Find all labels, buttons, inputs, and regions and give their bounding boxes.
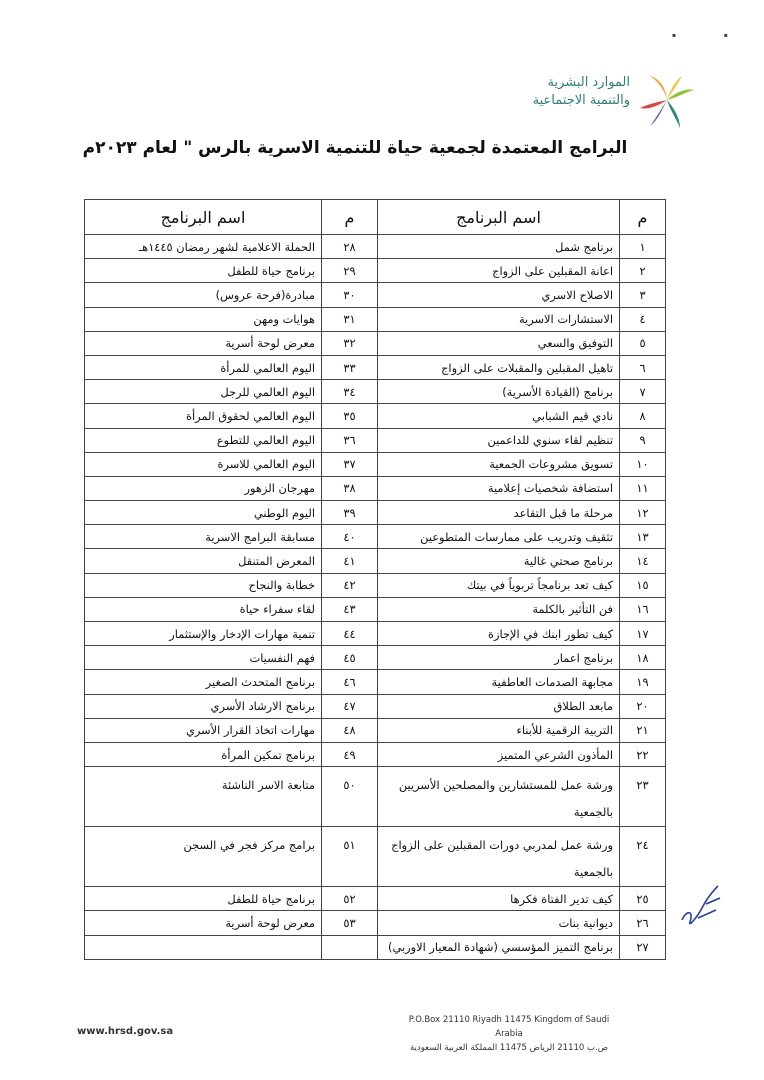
program-name: اليوم الوطني xyxy=(85,501,322,525)
row-number: ٥ xyxy=(620,331,666,355)
hrsd-logo-mark-icon xyxy=(636,70,698,132)
row-number: ١٢ xyxy=(620,501,666,525)
program-name: برنامج (القيادة الأسرية) xyxy=(378,380,620,404)
row-number: ٣٠ xyxy=(322,283,378,307)
row-number: ٣٤ xyxy=(322,380,378,404)
program-name: كيف تدير الفتاة فكرها xyxy=(378,887,620,911)
table-row xyxy=(85,646,666,670)
program-name: برنامج تمكين المرأة xyxy=(85,742,322,766)
program-name: برامج مركز فجر في السجن xyxy=(85,827,322,887)
row-number: ١٨ xyxy=(620,646,666,670)
program-name: الحملة الاعلامية لشهر رمضان ١٤٤٥هـ xyxy=(85,235,322,259)
program-name: ورشة عمل لمدربي دورات المقبلين على الزواج بالجمعية xyxy=(378,827,620,887)
program-name: خطابة والنجاح xyxy=(85,573,322,597)
table-row xyxy=(85,573,666,597)
table-row xyxy=(85,911,666,935)
row-number: ٤٨ xyxy=(322,718,378,742)
row-number: ١٣ xyxy=(620,525,666,549)
program-name: فهم النفسيات xyxy=(85,646,322,670)
row-number: ٥٢ xyxy=(322,887,378,911)
program-name xyxy=(85,935,322,959)
table-row xyxy=(85,331,666,355)
column-header-number: م xyxy=(620,200,666,235)
table-row xyxy=(85,404,666,428)
row-number: ٤٦ xyxy=(322,670,378,694)
footer-address xyxy=(398,1013,620,1055)
footer-website: www.hrsd.gov.sa xyxy=(77,1026,174,1037)
row-number: ١١ xyxy=(620,476,666,500)
row-number: ٣١ xyxy=(322,307,378,331)
program-name: برنامج شمل xyxy=(378,235,620,259)
table-row xyxy=(85,887,666,911)
page-title: البرامج المعتمدة لجمعية حياة للتنمية الاسرية بالرس " لعام ٢٠٢٣م xyxy=(82,138,628,158)
scan-marks: ▪ ▪ xyxy=(672,32,728,39)
column-header-number: م xyxy=(322,200,378,235)
logo-line-1: الموارد البشرية xyxy=(547,75,630,90)
row-number: ٢٦ xyxy=(620,911,666,935)
table-row xyxy=(85,827,666,887)
row-number: ٧ xyxy=(620,380,666,404)
program-name: هوايات ومهن xyxy=(85,307,322,331)
column-header-program-name: اسم البرنامج xyxy=(378,200,620,235)
row-number: ٢٣ xyxy=(620,767,666,827)
row-number xyxy=(322,935,378,959)
row-number: ٢٨ xyxy=(322,235,378,259)
program-name: مهارات اتخاذ القرار الأسري xyxy=(85,718,322,742)
row-number: ١ xyxy=(620,235,666,259)
row-number: ١٥ xyxy=(620,573,666,597)
program-name: برنامج صحتي غالية xyxy=(378,549,620,573)
table-row xyxy=(85,670,666,694)
hrsd-logo xyxy=(528,70,698,130)
table-row xyxy=(85,767,666,827)
table-row xyxy=(85,380,666,404)
row-number: ٤٥ xyxy=(322,646,378,670)
table-row xyxy=(85,718,666,742)
table-row xyxy=(85,597,666,621)
program-name: تسويق مشروعات الجمعية xyxy=(378,452,620,476)
program-name: متابعة الاسر الناشئة xyxy=(85,767,322,827)
program-name: معرض لوحة أسرية xyxy=(85,911,322,935)
table-row xyxy=(85,935,666,959)
row-number: ٣ xyxy=(620,283,666,307)
table-row xyxy=(85,622,666,646)
row-number: ٤٤ xyxy=(322,622,378,646)
program-name: مرحلة ما قبل التقاعد xyxy=(378,501,620,525)
program-name: برنامج حياة للطفل xyxy=(85,887,322,911)
row-number: ٤٩ xyxy=(322,742,378,766)
program-name: برنامج التميز المؤسسي (شهادة المعيار الاوربي) xyxy=(378,935,620,959)
program-name: استضافة شخصيات إعلامية xyxy=(378,476,620,500)
row-number: ٢ xyxy=(620,259,666,283)
programs-table xyxy=(84,199,666,960)
program-name: اليوم العالمي للرجل xyxy=(85,380,322,404)
row-number: ٣٨ xyxy=(322,476,378,500)
program-name: مهرجان الزهور xyxy=(85,476,322,500)
program-name: برنامج اعمار xyxy=(378,646,620,670)
row-number: ١٤ xyxy=(620,549,666,573)
row-number: ١٩ xyxy=(620,670,666,694)
table-row xyxy=(85,694,666,718)
table-row xyxy=(85,452,666,476)
row-number: ١٦ xyxy=(620,597,666,621)
program-name: الاصلاح الاسري xyxy=(378,283,620,307)
program-name: تنظيم لقاء سنوي للداعمين xyxy=(378,428,620,452)
program-name: برنامج المتحدث الصغير xyxy=(85,670,322,694)
row-number: ٢٢ xyxy=(620,742,666,766)
row-number: ٣٩ xyxy=(322,501,378,525)
table-row xyxy=(85,501,666,525)
program-name: برنامج حياة للطفل xyxy=(85,259,322,283)
program-name: المأذون الشرعي المتميز xyxy=(378,742,620,766)
program-name: لقاء سفراء حياة xyxy=(85,597,322,621)
table-row xyxy=(85,476,666,500)
program-name: المعرض المتنقل xyxy=(85,549,322,573)
row-number: ٤ xyxy=(620,307,666,331)
program-name: تنمية مهارات الإدخار والإستثمار xyxy=(85,622,322,646)
program-name: اعانة المقبلين على الزواج xyxy=(378,259,620,283)
row-number: ٣٣ xyxy=(322,355,378,379)
row-number: ٢٧ xyxy=(620,935,666,959)
row-number: ٢١ xyxy=(620,718,666,742)
program-name: فن التأثير بالكلمة xyxy=(378,597,620,621)
row-number: ٤٣ xyxy=(322,597,378,621)
program-name: اليوم العالمي لحقوق المرأة xyxy=(85,404,322,428)
program-name: برنامج الارشاد الأسري xyxy=(85,694,322,718)
row-number: ٣٢ xyxy=(322,331,378,355)
row-number: ٤٧ xyxy=(322,694,378,718)
column-header-program-name: اسم البرنامج xyxy=(85,200,322,235)
program-name: اليوم العالمي للاسرة xyxy=(85,452,322,476)
logo-wordmark xyxy=(533,74,630,110)
program-name: التوفيق والسعي xyxy=(378,331,620,355)
footer-address-en: P.O.Box 21110 Riyadh 11475 Kingdom of Saudi Arabia xyxy=(408,1015,610,1039)
program-name: تاهيل المقبلين والمقبلات على الزواج xyxy=(378,355,620,379)
program-name: مسابقة البرامج الاسرية xyxy=(85,525,322,549)
row-number: ١٧ xyxy=(620,622,666,646)
row-number: ٢٩ xyxy=(322,259,378,283)
row-number: ٥٣ xyxy=(322,911,378,935)
row-number: ١٠ xyxy=(620,452,666,476)
table-row xyxy=(85,742,666,766)
program-name: اليوم العالمي للتطوع xyxy=(85,428,322,452)
table-row xyxy=(85,259,666,283)
footer-address-ar: ص.ب 21110 الرياض 11475 المملكة العربية السعودية xyxy=(410,1043,608,1053)
row-number: ٢٠ xyxy=(620,694,666,718)
table-row xyxy=(85,307,666,331)
logo-line-2: والتنمية الاجتماعية xyxy=(532,93,630,108)
row-number: ٥٠ xyxy=(322,767,378,827)
row-number: ٣٧ xyxy=(322,452,378,476)
row-number: ٨ xyxy=(620,404,666,428)
row-number: ٦ xyxy=(620,355,666,379)
row-number: ٢٤ xyxy=(620,827,666,887)
program-name: التربية الرقمية للأبناء xyxy=(378,718,620,742)
row-number: ٥١ xyxy=(322,827,378,887)
program-name: نادي قيم الشبابي xyxy=(378,404,620,428)
table-row xyxy=(85,549,666,573)
program-name: اليوم العالمي للمرأة xyxy=(85,355,322,379)
program-name: مبادرة(فرحة عروس) xyxy=(85,283,322,307)
program-name: ورشة عمل للمستشارين والمصلحين الأسريين بالجمعية xyxy=(378,767,620,827)
table-row xyxy=(85,235,666,259)
program-name: تثقيف وتدريب على ممارسات المتطوعين xyxy=(378,525,620,549)
signature-scribble xyxy=(676,880,724,930)
program-name: ديوانية بنات xyxy=(378,911,620,935)
table-row xyxy=(85,428,666,452)
row-number: ٣٥ xyxy=(322,404,378,428)
row-number: ٤١ xyxy=(322,549,378,573)
program-name: الاستشارات الاسرية xyxy=(378,307,620,331)
program-name: مجابهة الصدمات العاطفية xyxy=(378,670,620,694)
program-name: كيف تعد برنامجاً تربوياً في بيتك xyxy=(378,573,620,597)
program-name: كيف تطور ابنك في الإجازة xyxy=(378,622,620,646)
table-row xyxy=(85,525,666,549)
table-row xyxy=(85,283,666,307)
row-number: ٣٦ xyxy=(322,428,378,452)
table-row xyxy=(85,355,666,379)
row-number: ٩ xyxy=(620,428,666,452)
table-header-row xyxy=(85,200,666,235)
row-number: ٤٢ xyxy=(322,573,378,597)
row-number: ٢٥ xyxy=(620,887,666,911)
program-name: مابعد الطلاق xyxy=(378,694,620,718)
program-name: معرض لوحة أسرية xyxy=(85,331,322,355)
row-number: ٤٠ xyxy=(322,525,378,549)
